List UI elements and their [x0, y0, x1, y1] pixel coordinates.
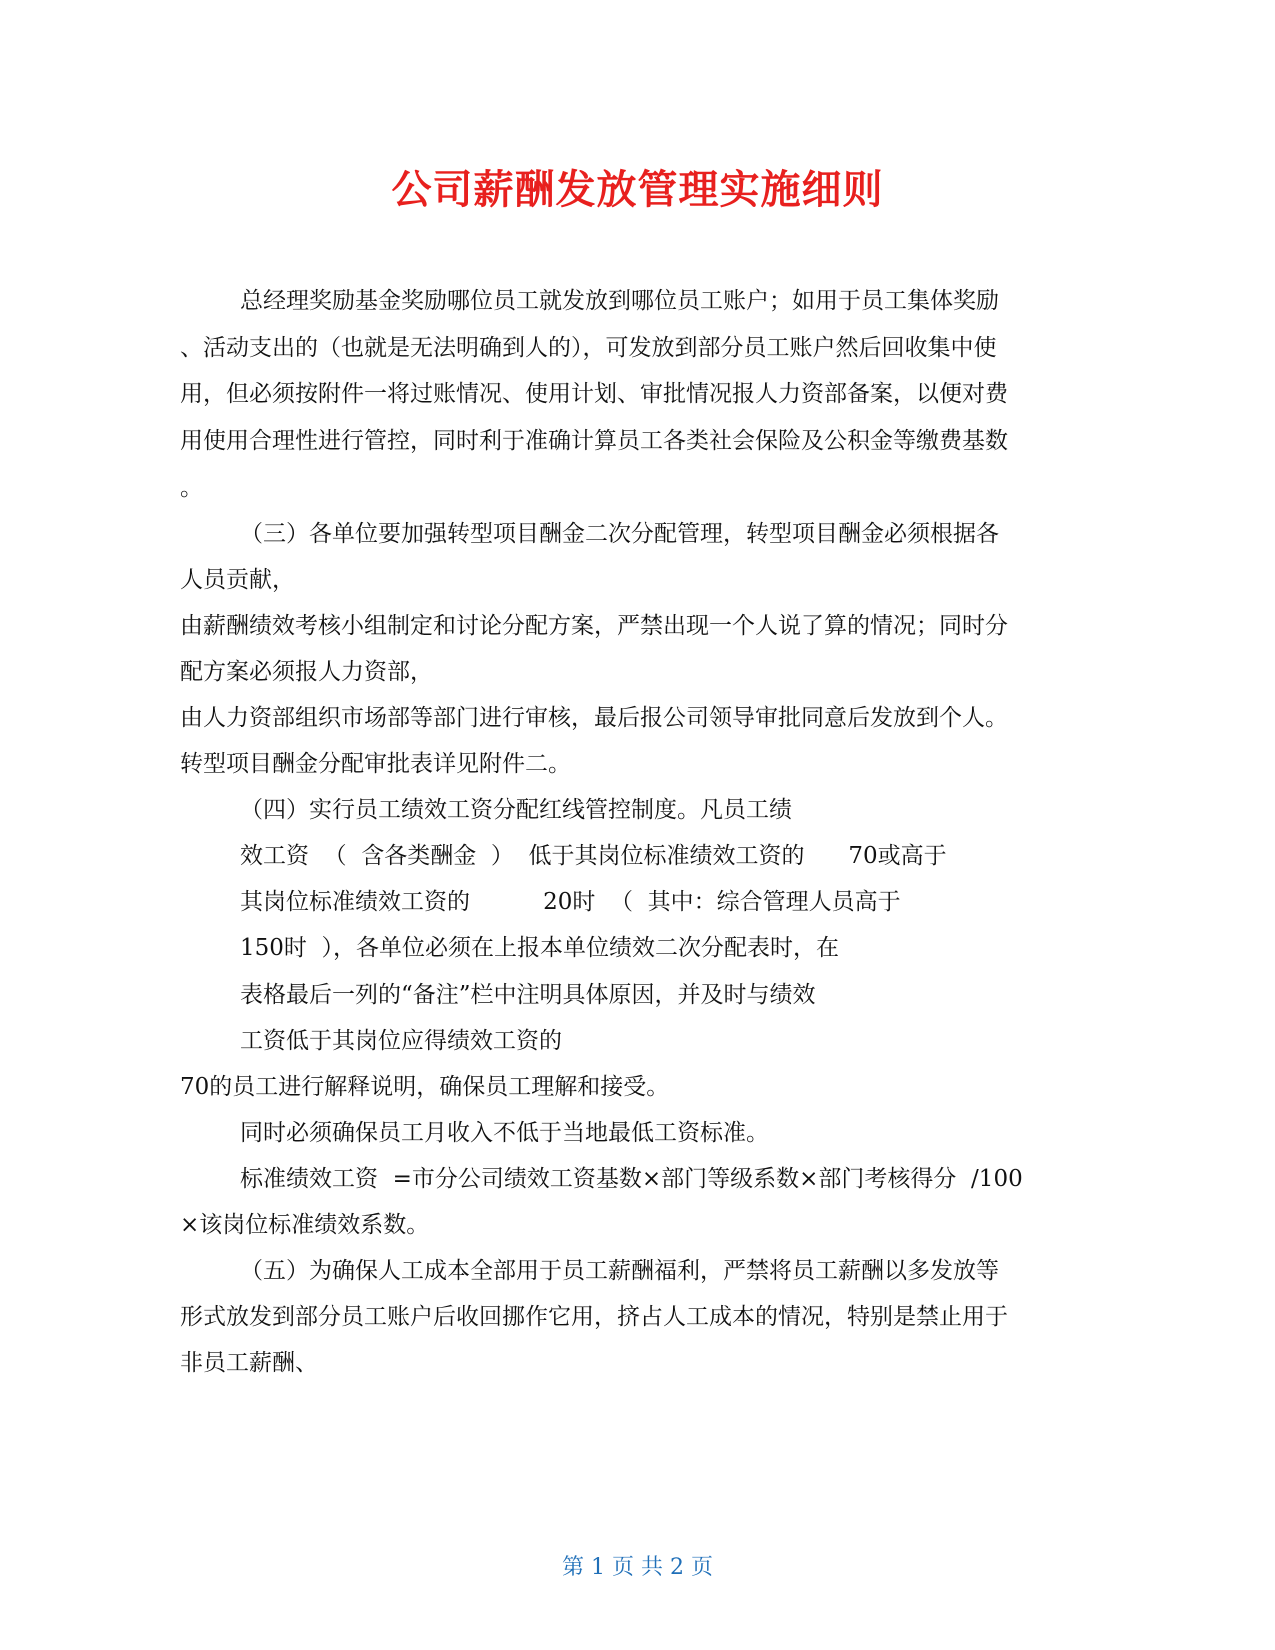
body-text-line: 其岗位标准绩效工资的 20时 （ 其中：综合管理人员高于: [240, 889, 901, 915]
body-text-line: 非员工薪酬、: [180, 1350, 318, 1376]
body-text-line: 表格最后一列的“备注”栏中注明具体原因，并及时与绩效: [240, 982, 816, 1008]
body-text-line: （五）为确保人工成本全部用于员工薪酬福利，严禁将员工薪酬以多发放等: [240, 1258, 999, 1284]
body-text-line: 由人力资部组织市场部等部门进行审核，最后报公司领导审批同意后发放到个人。: [180, 705, 1008, 731]
body-text-line: （三）各单位要加强转型项目酬金二次分配管理，转型项目酬金必须根据各: [240, 521, 999, 547]
document-title: 公司薪酬发放管理实施细则: [391, 167, 884, 213]
body-text-line: ×该岗位标准绩效系数。: [180, 1212, 430, 1238]
body-text-line: 150时 ），各单位必须在上报本单位绩效二次分配表时，在: [240, 935, 840, 961]
body-text-line: 配方案必须报人力资部，: [180, 659, 433, 685]
body-text-line: 转型项目酬金分配审批表详见附件二。: [180, 751, 571, 777]
body-text-line: （四）实行员工绩效工资分配红线管控制度。凡员工绩: [240, 797, 792, 823]
body-text-line: 。: [180, 475, 203, 501]
body-text-line: 总经理奖励基金奖励哪位员工就发放到哪位员工账户；如用于员工集体奖励: [240, 288, 999, 314]
body-text-line: 工资低于其岗位应得绩效工资的: [240, 1028, 562, 1054]
body-text-line: 用，但必须按附件一将过账情况、使用计划、审批情况报人力资部备案，以便对费: [180, 381, 1008, 407]
body-text-line: 、活动支出的（也就是无法明确到人的），可发放到部分员工账户然后回收集中使: [180, 335, 997, 361]
body-text-line: 70的员工进行解释说明，确保员工理解和接受。: [180, 1074, 670, 1100]
body-text-line: 由薪酬绩效考核小组制定和讨论分配方案，严禁出现一个人说了算的情况；同时分: [180, 613, 1008, 639]
body-text-line: 标准绩效工资 =市分公司绩效工资基数×部门等级系数×部门考核得分 /100: [240, 1166, 1023, 1192]
body-text-line: 用使用合理性进行管控，同时利于准确计算员工各类社会保险及公积金等缴费基数: [180, 428, 1008, 454]
body-text-line: 形式放发到部分员工账户后收回挪作它用，挤占人工成本的情况，特别是禁止用于: [180, 1304, 1008, 1330]
body-text-line: 效工资 （ 含各类酬金 ） 低于其岗位标准绩效工资的 70或高于: [240, 843, 947, 869]
page-number-footer: 第 1 页 共 2 页: [562, 1555, 713, 1580]
body-text-line: 人员贡献，: [180, 567, 295, 593]
body-text-line: 同时必须确保员工月收入不低于当地最低工资标准。: [240, 1120, 769, 1146]
